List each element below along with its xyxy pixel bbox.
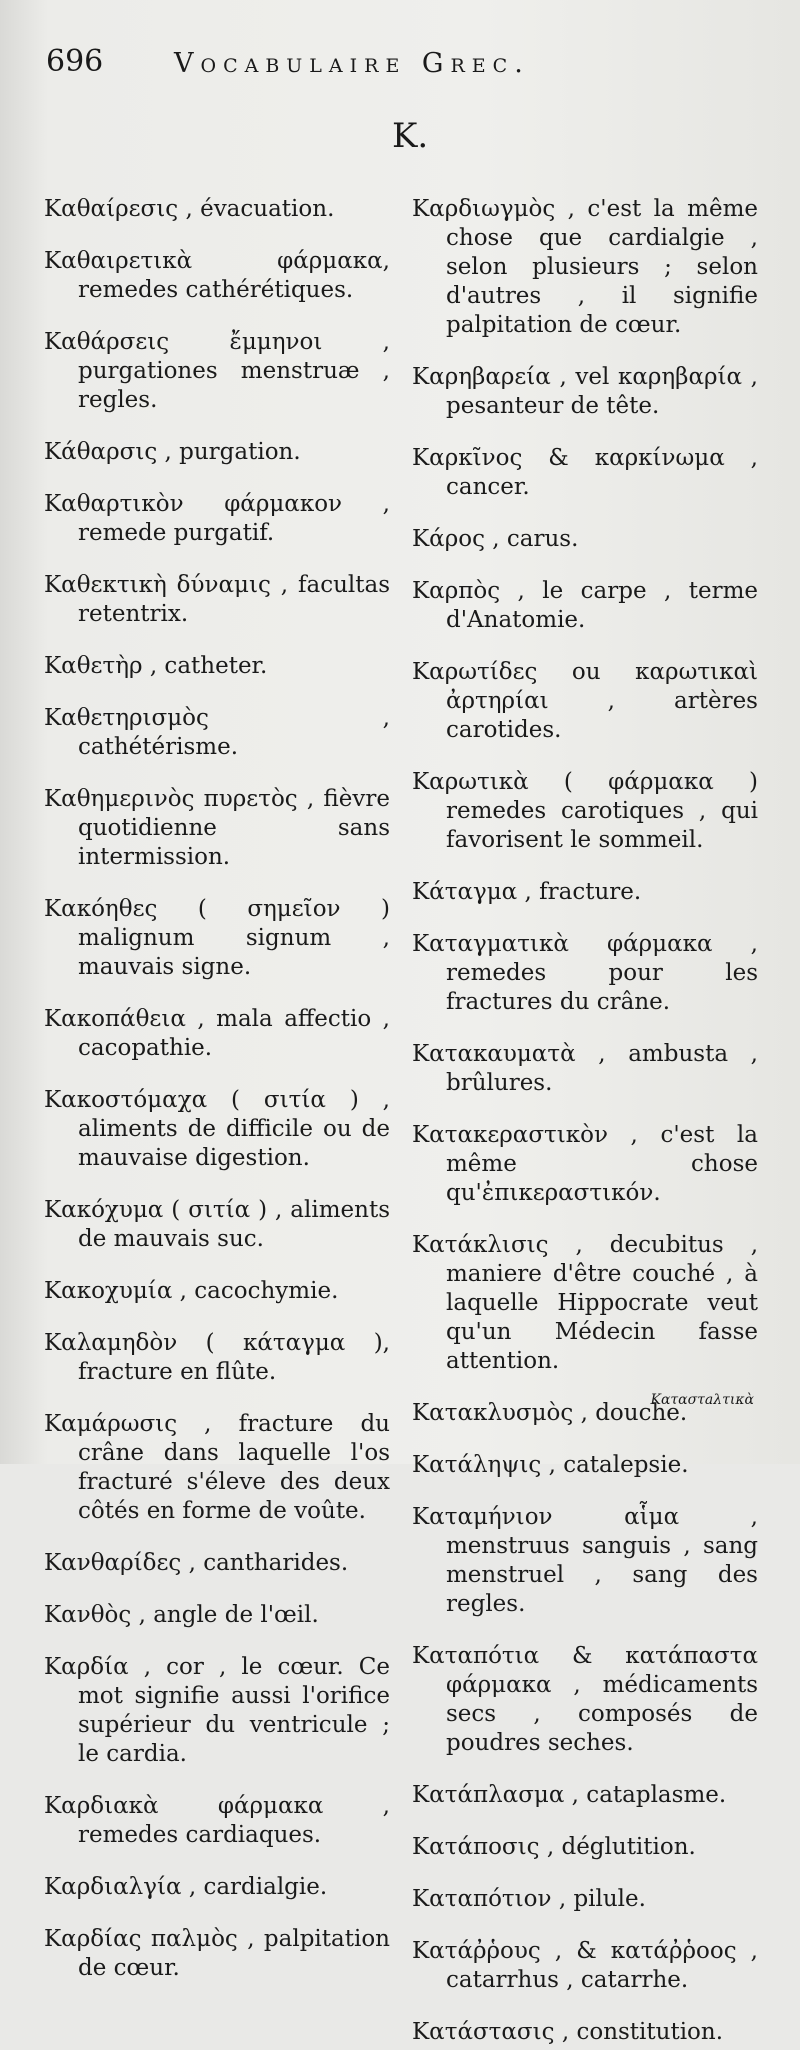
list-item: Κατάκλισις , decubitus , maniere d'être couché , à laquelle Hippocrate veut qu'un Médecin fasse attention. (412, 1232, 758, 1374)
list-item: Καρδίας παλμὸς , palpitation de cœur. (44, 1926, 390, 1981)
list-item: Καρδιωγμὸς , c'est la même chose que cardialgie , selon plusieurs ; selon d'autres , il signifie palpitation de cœur. (412, 196, 758, 338)
list-item: Κάρος , carus. (412, 526, 579, 552)
list-item: Καλαμηδὸν ( κάταγμα ), fracture en flûte. (44, 1330, 390, 1385)
list-item: Καταμήνιον αἷμα , menstruus sanguis , sang menstruel , sang des regles. (412, 1504, 758, 1617)
list-item: Καθαίρεσις , évacuation. (44, 196, 335, 222)
catchword: Καταστaλτικὰ (650, 1392, 754, 1408)
list-item: Καρωτικὰ ( φάρμακα ) remedes carotiques , qui favorisent le sommeil. (412, 769, 758, 853)
list-item: Κατάληψις , catalepsie. (412, 1452, 689, 1478)
list-item: Καρδιακὰ φάρμακα , remedes cardiaques. (44, 1793, 390, 1848)
list-item: Κατακλυσμὸς , douche. (412, 1400, 688, 1426)
list-item: Κάθαρσις , purgation. (44, 439, 301, 465)
list-item: Καθετὴρ , catheter. (44, 653, 268, 679)
list-item: Καρκῖνος & καρκίνωμα , cancer. (412, 445, 758, 500)
list-item: Καθάρσεις ἔμμηνοι , purgationes menstruæ , regles. (44, 329, 390, 413)
list-item: Καθαρτικὸν φάρμακον , remede purgatif. (44, 491, 390, 546)
list-item: Κακοπάθεια , mala affectio , cacopathie. (44, 1006, 390, 1061)
list-item: Καθημερινὸς πυρετὸς , fièvre quotidienne sans intermission. (44, 786, 390, 870)
list-item: Καρηβαρεία , vel καρηβαρία , pesanteur de tête. (412, 364, 758, 419)
list-item: Καθετηρισμὸς , cathétérisme. (44, 705, 390, 760)
list-item: Κατάπλασμα , cataplasme. (412, 1782, 727, 1808)
list-item: Κακόχυμα ( σιτία ) , aliments de mauvais suc. (44, 1197, 390, 1252)
page-header (46, 44, 746, 94)
list-item: Κακόηθες ( σημεῖον ) malignum signum , mauvais signe. (44, 896, 390, 980)
list-item: Κατάστασις , constitution. (412, 2019, 724, 2045)
list-item: Κατάποσις , déglutition. (412, 1834, 696, 1860)
list-item: Καμάρωσις , fracture du crâne dans laquelle l'os fracturé s'éleve des deux côtés en forme de voûte. (44, 1411, 390, 1524)
page-number: 696 (46, 44, 104, 79)
list-item: Καρδιαλγία , cardialgie. (44, 1874, 328, 1900)
list-item: Καρπὸς , le carpe , terme d'Anatomie. (412, 578, 758, 633)
list-item: Κακοχυμία , cacochymie. (44, 1278, 339, 1304)
left-column (44, 172, 390, 1986)
list-item: Κάταγμα , fracture. (412, 879, 642, 905)
list-item: Κανθαρίδες , cantharides. (44, 1550, 349, 1576)
list-item: Καρδία , cor , le cœur. Ce mot signifie aussi l'orifice supérieur du ventricule ; le cardia. (44, 1654, 390, 1767)
list-item: Καθαιρετικὰ φάρμακα, remedes cathérétiques. (44, 248, 390, 303)
list-item: Κακοστόμαχα ( σιτία ) , aliments de difficile ou de mauvaise digestion. (44, 1087, 390, 1171)
right-column (412, 172, 758, 2050)
list-item: Καταγματικὰ φάρμακα , remedes pour les fractures du crâne. (412, 931, 758, 1015)
list-item: Κατάῤῥους , & κατάῤῥοος , catarrhus , catarrhe. (412, 1938, 758, 1993)
list-item: Καθεκτικὴ δύναμις , facultas retentrix. (44, 572, 390, 627)
list-item: Κατακεραστικὸν , c'est la même chose qu'ἐπικεραστικόν. (412, 1122, 758, 1206)
list-item: Καταπότια & κατάπαστα φάρμακα , médicaments secs , composés de poudres seches. (412, 1643, 758, 1756)
running-title: Vocabulaire Grec. (174, 48, 530, 79)
list-item: Κανθὸς , angle de l'œil. (44, 1602, 319, 1628)
section-letter: K. (392, 116, 429, 156)
list-item: Κατακαυματὰ , ambusta , brûlures. (412, 1041, 758, 1096)
list-item: Καταπότιον , pilule. (412, 1886, 646, 1912)
list-item: Καρωτίδες ou καρωτικαὶ ἀρτηρίαι , artères carotides. (412, 659, 758, 743)
